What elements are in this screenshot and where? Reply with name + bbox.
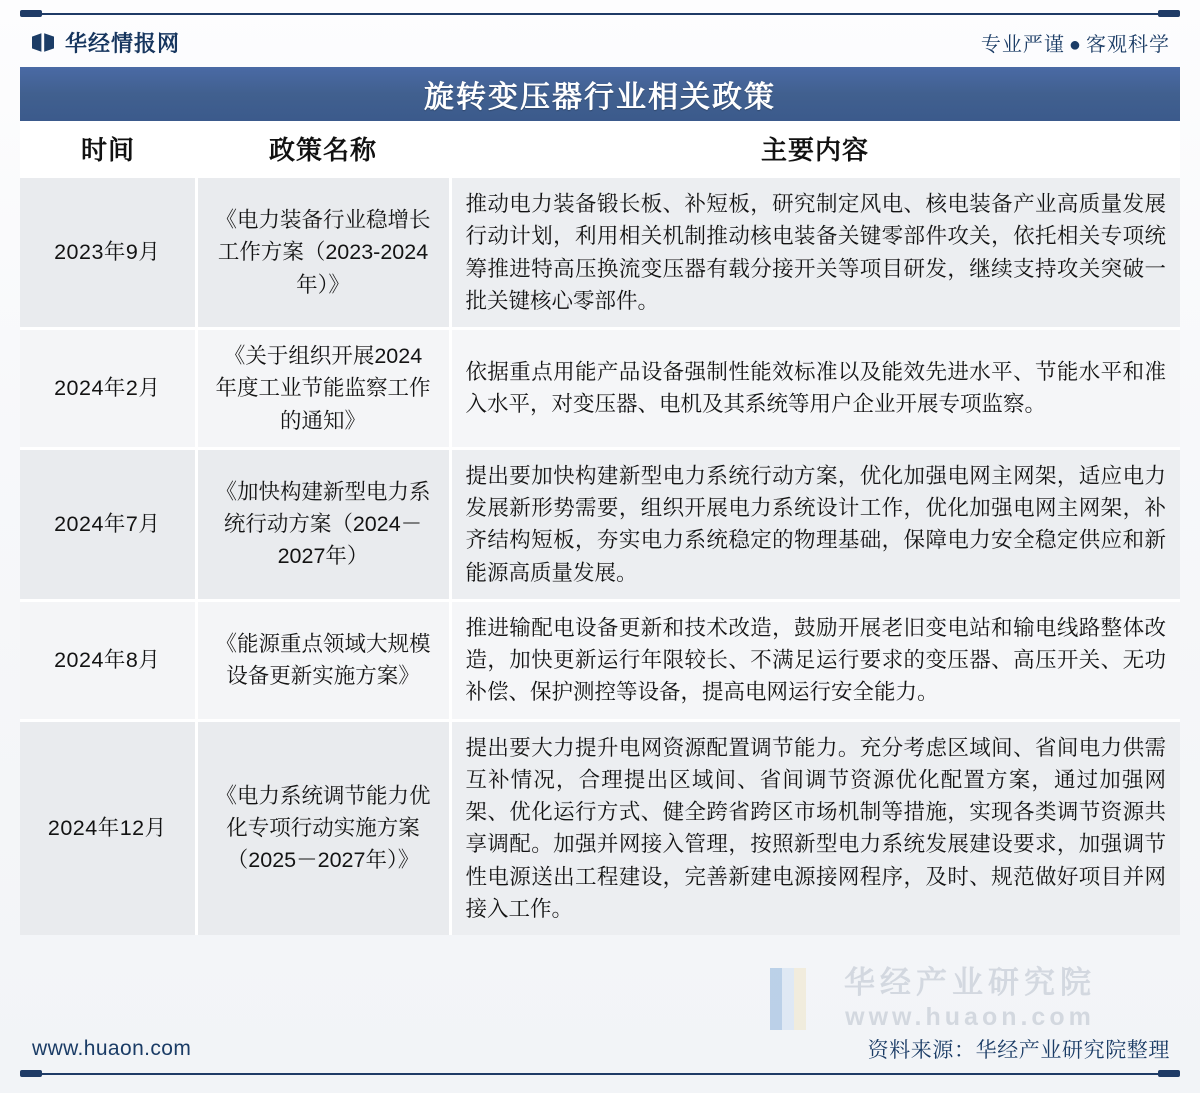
footer-website-url[interactable]: www.huaon.com (32, 1037, 192, 1060)
page-footer (20, 1028, 1180, 1070)
cell-main-content: 推动电力装备锻长板、补短板，研究制定风电、核电装备产业高质量发展行动计划，利用相关机制推动核电装备关键零部件攻关，依托相关专项统筹推进特高压换流变压器有载分接开关等项目研发，继续支持攻关突破一批关键核心零部件。 (450, 177, 1180, 329)
table-row (20, 720, 1180, 935)
top-divider-line (20, 13, 1180, 15)
cell-main-content: 提出要加快构建新型电力系统行动方案，优化加强电网主网架，适应电力发展新形势需要，组织开展电力系统设计工作，优化加强电网主网架，补齐结构短板，夯实电力系统稳定的物理基础，保障电力安全稳定供应和新能源高质量发展。 (450, 448, 1180, 600)
brand-slogan-separator-icon: ● (1068, 34, 1082, 56)
bottom-divider (20, 1070, 1180, 1078)
cell-policy-name: 《加快构建新型电力系统行动方案（2024－2027年） (196, 448, 450, 600)
brand-slogan-left: 专业严谨 (980, 34, 1065, 56)
watermark-url: www.huaon.com (845, 1002, 1095, 1031)
page-title: 旋转变压器行业相关政策 (424, 81, 776, 114)
cell-policy-name: 《关于组织开展2024年度工业节能监察工作的通知》 (196, 329, 450, 449)
top-divider-cap-right (1158, 10, 1180, 17)
brand-identity (20, 27, 180, 58)
chart-title-band (20, 67, 1180, 121)
footer-source-note: 资料来源：华经产业研究院整理 (867, 1039, 1170, 1062)
cell-main-content: 推进输配电设备更新和技术改造，鼓励开展老旧变电站和输电线路整体改造，加快更新运行年限较长、不满足运行要求的变压器、高压开关、无功补偿、保护测控等设备，提高电网运行安全能力。 (450, 600, 1180, 720)
policy-table (20, 121, 1180, 935)
table-row (20, 600, 1180, 720)
bowtie-logo-icon (30, 32, 56, 53)
table-head (20, 121, 1180, 177)
watermark (760, 965, 1180, 1033)
table-row (20, 448, 1180, 600)
bottom-divider-cap-right (1158, 1070, 1180, 1077)
cell-policy-name: 《电力装备行业稳增长工作方案（2023-2024年）》 (196, 177, 450, 329)
cell-policy-name: 《能源重点领域大规模设备更新实施方案》 (196, 600, 450, 720)
table-row (20, 177, 1180, 329)
brand-slogan (981, 28, 1180, 57)
cell-time: 2023年9月 (20, 177, 196, 329)
cell-policy-name: 《电力系统调节能力优化专项行动实施方案（2025－2027年）》 (196, 720, 450, 935)
cell-time: 2024年7月 (20, 448, 196, 600)
cell-time: 2024年8月 (20, 600, 196, 720)
table-body (20, 177, 1180, 936)
watermark-company: 华经产业研究院 (844, 965, 1096, 1000)
cell-main-content: 提出要大力提升电网资源配置调节能力。充分考虑区域间、省间电力供需互补情况，合理提出区域间、省间调节资源优化配置方案，通过加强网架、优化运行方式、健全跨省跨区市场机制等措施，实现各类调节资源共享调配。加强并网接入管理，按照新型电力系统发展建设要求，加强调节性电源送出工程建设，完善新建电源接网程序，及时、规范做好项目并网接入工作。 (450, 720, 1180, 935)
cell-main-content: 依据重点用能产品设备强制性能效标准以及能效先进水平、节能水平和准入水平，对变压器、电机及其系统等用户企业开展专项监察。 (450, 329, 1180, 449)
column-header-policy-name: 政策名称 (196, 121, 450, 177)
table-header-row (20, 121, 1180, 177)
brand-header (20, 20, 1180, 65)
column-header-time: 时间 (20, 121, 196, 177)
table-row (20, 329, 1180, 449)
cell-time: 2024年12月 (20, 720, 196, 935)
brand-name: 华经情报网 (65, 31, 181, 56)
bottom-divider-line (20, 1073, 1180, 1075)
top-divider (20, 10, 1180, 18)
column-header-main-content: 主要内容 (450, 121, 1180, 177)
brand-slogan-right: 客观科学 (1086, 34, 1170, 56)
cell-time: 2024年2月 (20, 329, 196, 449)
